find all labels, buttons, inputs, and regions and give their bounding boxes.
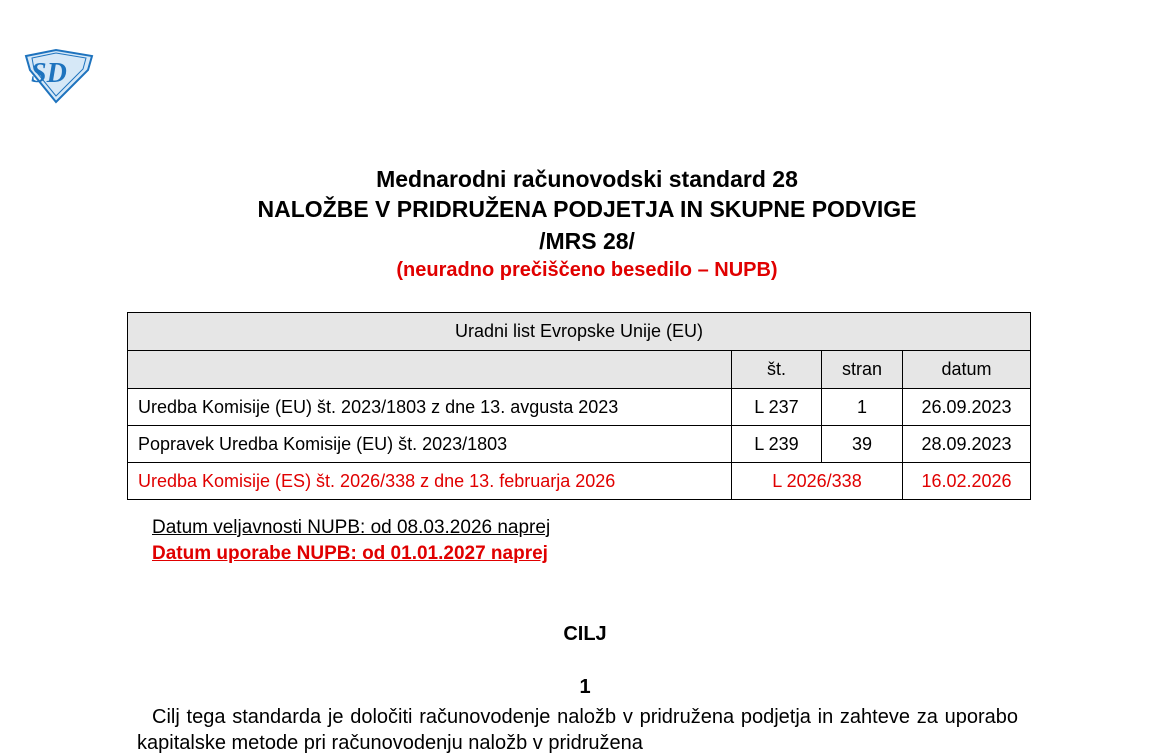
row-datum: 16.02.2026: [903, 463, 1031, 500]
validity-date: Datum veljavnosti NUPB: od 08.03.2026 naprej: [152, 517, 551, 538]
paragraph-text: Cilj tega standarda je določiti računovodenje naložb v pridružena podjetja in zahteve za uporabo kapitalske metode pri računovodenju naložb v pridružena: [137, 706, 1018, 754]
row-name: Uredba Komisije (ES) št. 2026/338 z dne 13. februarja 2026: [128, 463, 732, 500]
sd-logo-icon: [22, 48, 96, 104]
regulation-table: [127, 312, 1031, 500]
row-stran: 39: [822, 426, 903, 463]
application-date: Datum uporabe NUPB: od 01.01.2027 naprej: [152, 543, 548, 564]
document-title-main: NALOŽBE V PRIDRUŽENA PODJETJA IN SKUPNE PODVIGE: [257, 196, 917, 222]
table-caption-row: [128, 313, 1031, 351]
header-cell-datum: datum: [903, 351, 1031, 389]
row-st: L 239: [732, 426, 822, 463]
paragraph-number: 1: [579, 676, 591, 698]
row-datum: 28.09.2023: [903, 426, 1031, 463]
document-code: /MRS 28/: [539, 228, 635, 254]
table-row: [128, 426, 1031, 463]
row-stran: 1: [822, 389, 903, 426]
row-st: L 237: [732, 389, 822, 426]
row-datum: 26.09.2023: [903, 389, 1031, 426]
row-st-stran: L 2026/338: [732, 463, 903, 500]
section-heading: CILJ: [563, 623, 607, 645]
row-name: Uredba Komisije (EU) št. 2023/1803 z dne 13. avgusta 2023: [128, 389, 732, 426]
document-title: Mednarodni računovodski standard 28: [376, 166, 798, 192]
header-cell-st: št.: [732, 351, 822, 389]
svg-text:SD: SD: [31, 58, 67, 89]
table-caption: Uradni list Evropske Unije (EU): [128, 313, 1031, 351]
table-row: [128, 389, 1031, 426]
table-row: [128, 463, 1031, 500]
header-cell-name: [128, 351, 732, 389]
table-header-row: [128, 351, 1031, 389]
header-cell-stran: stran: [822, 351, 903, 389]
row-name: Popravek Uredba Komisije (EU) št. 2023/1803: [128, 426, 732, 463]
document-subtitle: (neuradno prečiščeno besedilo – NUPB): [396, 259, 778, 281]
